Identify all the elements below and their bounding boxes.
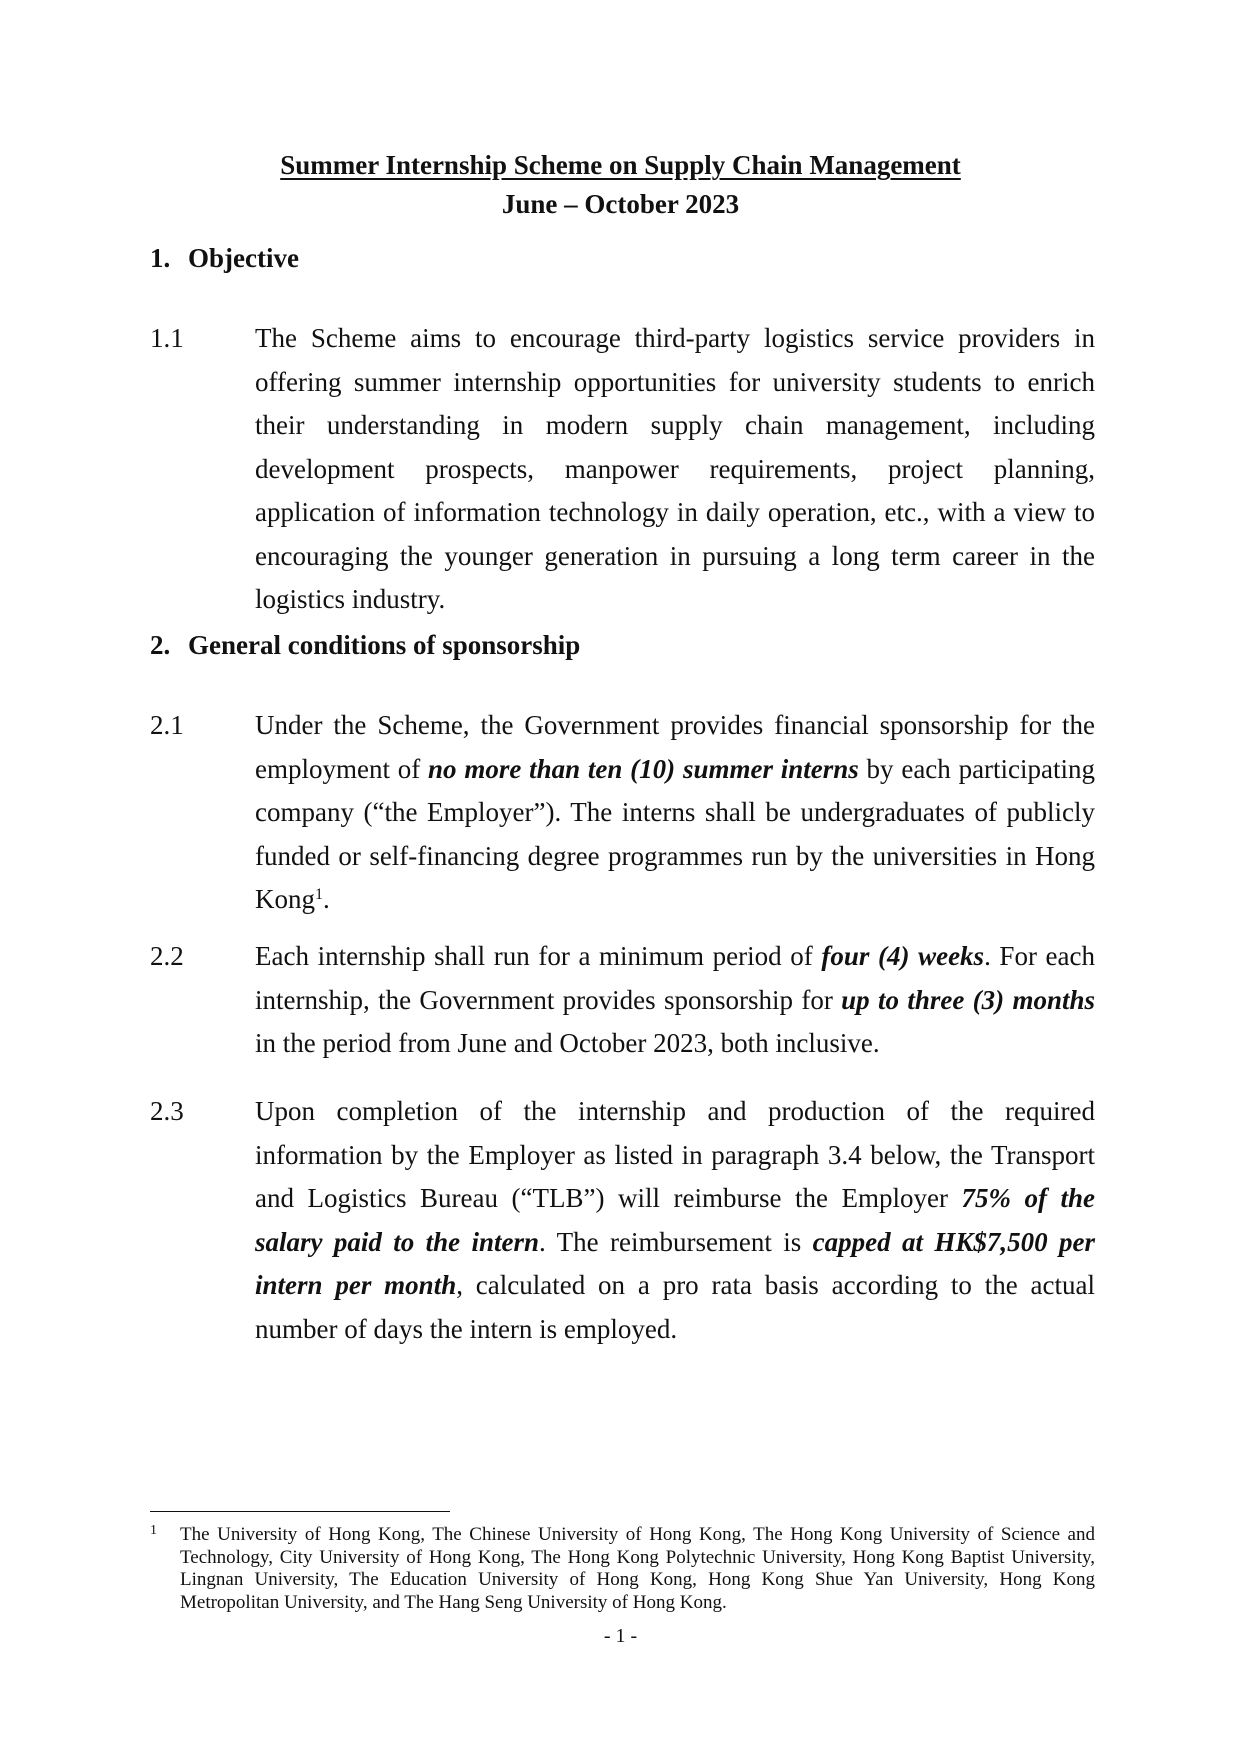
section-heading-objective — [150, 241, 299, 275]
section-number: 2. — [150, 630, 171, 660]
emphasis-text: four (4) weeks — [821, 941, 985, 971]
emphasis-text: no more than ten (10) summer interns — [428, 753, 859, 784]
footnote-reference: 1 — [315, 886, 323, 903]
paragraph-number: 1.1 — [150, 323, 184, 353]
emphasis-text: 75% of the salary paid to the intern — [255, 1183, 1096, 1257]
paragraph-number: 2.3 — [150, 1096, 184, 1126]
section-number: 1. — [150, 243, 171, 273]
section-title: Objective — [188, 243, 299, 273]
paragraph-text: Each internship shall run for a minimum period of four (4) weeks. For each internship, the Government provides sponsorship for up to three (3) months in the period from June and October 2023, both inclusive. — [255, 941, 1095, 1058]
document-title: Summer Internship Scheme on Supply Chain Management — [280, 150, 961, 180]
paragraph-text: Upon completion of the internship and production of the required information by the Employer as listed in paragraph 3.4 below, the Transport and Logistics Bureau (“TLB”) will reimburse the Employer 75% of the salary paid to the intern. The reimbursement is capped at HK$7,500 per intern per month, calculated on a pro rata basis according to the actual number of days the intern is employed. — [255, 1096, 1096, 1344]
paragraph-text: Under the Scheme, the Government provides financial sponsorship for the employment of no more than ten (10) summer interns by each participating company (“the Employer”). The interns shall be undergraduates of publicly funded or self-financing degree programmes run by the universities in Hong Kong$^1$. — [255, 710, 1096, 914]
section-heading-general-conditions — [150, 628, 580, 662]
footnote-separator — [150, 1511, 450, 1512]
document-subtitle: June – October 2023 — [501, 189, 740, 219]
page-number: - 1 - — [603, 1625, 638, 1647]
emphasis-text: up to three (3) months — [841, 984, 1095, 1015]
footnote-marker: 1 — [150, 1523, 157, 1538]
emphasis-text: capped at HK$7,500 per intern per month — [255, 1226, 1095, 1300]
section-title: General conditions of sponsorship — [188, 630, 581, 660]
footnote-text: The University of Hong Kong, The Chinese University of Hong Kong, The Hong Kong University of Science and Technology, City University of Hong Kong, The Hong Kong Polytechnic University, Hong Kong Baptist University, Lingnan University, The Education University of Hong Kong, Hong Kong Shue Yan University, Hong Kong Metropolitan University, and The Hang Seng University of Hong Kong. — [180, 1524, 1095, 1613]
paragraph-text: The Scheme aims to encourage third-party logistics service providers in offering summer internship opportunities for university students to enrich their understanding in modern supply chain management, including development prospects, manpower requirements, project planning, application of information technology in daily operation, etc., with a view to encouraging the younger generation in pursuing a long term career in the logistics industry. — [255, 323, 1095, 614]
paragraph-number: 2.2 — [150, 941, 184, 971]
paragraph-number: 2.1 — [150, 710, 184, 740]
